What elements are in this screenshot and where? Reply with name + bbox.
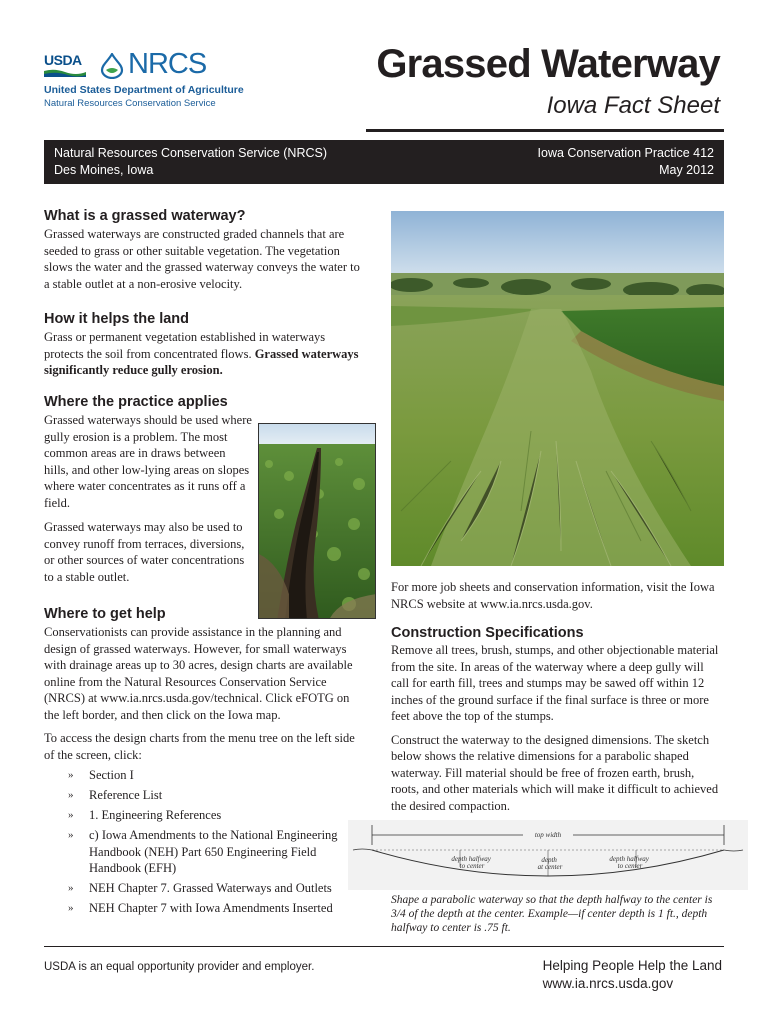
- section-heading: What is a grassed waterway?: [44, 208, 246, 224]
- grassed-waterway-photo: [391, 211, 724, 566]
- nrcs-logo-text: NRCS: [128, 48, 207, 80]
- list-item: » c) Iowa Amendments to the National Engineering Handbook (NEH) Part 650 Engineering Field Handbook (EFH): [68, 828, 338, 875]
- equal-opportunity-statement: USDA is an equal opportunity provider and employer.: [44, 961, 315, 973]
- center-depth-label: depth at center: [537, 856, 563, 871]
- section-body: Construct the waterway to the designed dimensions. The sketch below shows the relative dimensions for a parabolic shaped waterway. Fill material should be free of frozen earth, brush, roots, and other materials which will make it difficult to achieved the desired compaction.: [391, 732, 719, 813]
- list-bullet: »: [68, 882, 74, 894]
- right-depth-label: depth halfway to center: [609, 855, 649, 870]
- section-body: Grassed waterways should be used where gully erosion is a problem. The most common areas are in draws between hills, and other low-lying areas on slopes where water concentrates as it runs off a field.: [44, 413, 252, 510]
- diagram-caption: Shape a parabolic waterway so that the depth halfway to the center is 3/4 of the depth at the center. Example—if center depth is 1 ft., depth halfway to center is .75 ft.: [391, 894, 713, 934]
- section-heading: How it helps the land: [44, 311, 190, 327]
- info-banner: [44, 140, 724, 184]
- page-title: Grassed Waterway: [376, 42, 720, 86]
- list-bullet: »: [68, 769, 74, 781]
- menu-steps-list: [44, 767, 366, 917]
- list-item: » Section I: [68, 768, 134, 782]
- footer-divider: [44, 946, 724, 947]
- section-how: [44, 310, 366, 379]
- list-bullet: »: [68, 902, 74, 914]
- banner-location: Des Moines, Iowa: [54, 163, 154, 177]
- section-body: Conservationists can provide assistance in the planning and design of grassed waterways. However, for small waterways with drainage areas up to 30 acres, design charts are available online from the Natural Resources Conservation Service (NRCS) at www.ia.nrcs.usda.gov/technical. Click eFOTG on the left border, and then click on the Iowa map.: [44, 625, 353, 722]
- section-body: Remove all trees, brush, stumps, and other objectionable material from the site. In areas of the waterway where a deep gully will call for earth fill, trees and stumps may be sawed off within 12 inches of the ground surface if the final surface is three or more feet above the top of the stumps.: [391, 643, 719, 723]
- water-drop-icon: [97, 53, 127, 79]
- section-heading: Where the practice applies: [44, 394, 228, 410]
- banner-agency: Natural Resources Conservation Service (NRCS): [54, 146, 328, 160]
- banner-date: May 2012: [659, 163, 714, 177]
- usda-nrcs-logo: [44, 50, 244, 112]
- banner-left: [54, 145, 327, 179]
- section-body: To access the design charts from the menu tree on the left side of the screen, click:: [44, 731, 355, 762]
- top-width-label: top width: [534, 831, 562, 839]
- list-item: » Reference List: [68, 788, 163, 802]
- left-depth-label: depth halfway to center: [451, 855, 491, 870]
- list-item: » NEH Chapter 7 with Iowa Amendments Inserted: [68, 901, 333, 915]
- footer-website: www.ia.nrcs.usda.gov: [542, 976, 674, 991]
- service-name: Natural Resources Conservation Service: [44, 98, 216, 109]
- banner-right: [538, 145, 714, 179]
- section-help: [44, 605, 366, 920]
- list-item: » NEH Chapter 7. Grassed Waterways and Outlets: [68, 881, 332, 895]
- section-body: Grassed waterways may also be used to convey runoff from terraces, diversions, or other sources of water concentrations to a stable outlet.: [44, 520, 245, 584]
- section-body: [44, 329, 366, 379]
- usda-logo-bars: [44, 69, 86, 77]
- gully-erosion-photo: [258, 423, 376, 619]
- page-subtitle: Iowa Fact Sheet: [546, 92, 720, 119]
- section-body-emphasis: Grassed waterways significantly reduce gully erosion.: [44, 346, 359, 377]
- usda-logo-text: USDA: [44, 52, 82, 68]
- list-bullet: »: [68, 829, 74, 841]
- banner-practice: Iowa Conservation Practice 412: [537, 146, 714, 160]
- section-body-text: Grass or permanent vegetation established in waterways protects the soil from concentrated flows.: [44, 330, 326, 361]
- list-bullet: »: [68, 789, 74, 801]
- section-what: [44, 207, 366, 292]
- parabolic-waterway-diagram: [348, 820, 748, 890]
- list-item: » 1. Engineering References: [68, 808, 222, 822]
- section-construction: [391, 624, 724, 814]
- list-bullet: »: [68, 809, 74, 821]
- section-body: Grassed waterways are constructed graded channels that are seeded to grass or other suitable vegetation. The vegetation slows the water and the grassed waterway conveys the water to a stable outlet at a non-erosive velocity.: [44, 227, 360, 291]
- section-heading: Construction Specifications: [391, 625, 584, 641]
- more-info-text: For more job sheets and conservation information, visit the Iowa NRCS website at www.ia.nrcs.usda.gov.: [391, 580, 715, 611]
- header-divider: [366, 129, 724, 132]
- section-heading: Where to get help: [44, 606, 166, 622]
- footer-tagline: Helping People Help the Land: [542, 958, 722, 973]
- footer-tagline-block: [543, 957, 722, 993]
- department-name: United States Department of Agriculture: [44, 84, 244, 96]
